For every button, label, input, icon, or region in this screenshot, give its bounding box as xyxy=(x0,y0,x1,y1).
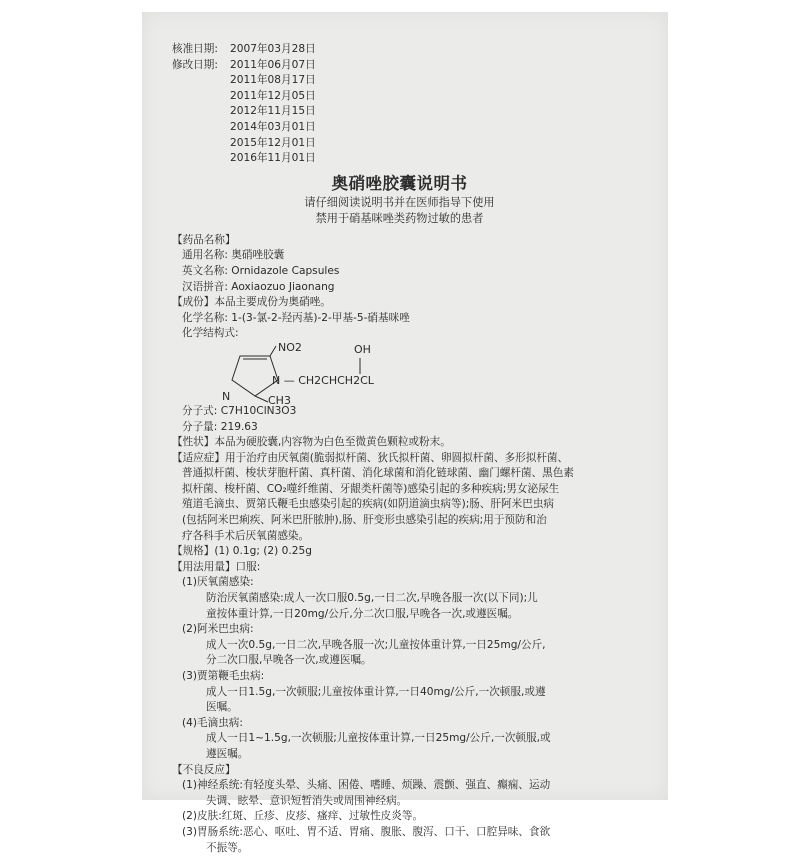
usage-item-title: (3)贾第鞭毛虫病: xyxy=(182,670,265,682)
structure-diagram xyxy=(220,342,520,404)
ch3-group: CH3 xyxy=(268,393,291,404)
revise-date: 2014年03月01日 xyxy=(230,120,316,133)
notice-line-1: 请仔细阅读说明书并在医师指导下使用 xyxy=(304,195,495,209)
date-block xyxy=(172,42,652,167)
composition-heading: 【成份】本品主要成份为奥硝唑。 xyxy=(172,296,331,309)
usage-item-line: 成人一日1.5g,一次顿服;儿童按体重计算,一日40mg/公斤,一次顿服,或遵 xyxy=(206,685,546,698)
usage-item-line: 成人一次0.5g,一日二次,早晚各服一次;儿童按体重计算,一日25mg/公斤, xyxy=(206,638,546,651)
usage-item-title: (2)阿米巴虫病: xyxy=(182,623,254,636)
usage-item-title: (1)厌氧菌感染: xyxy=(182,576,254,589)
oh-group: OH xyxy=(354,342,371,356)
adverse-heading: 【不良反应】 xyxy=(172,763,236,776)
composition-section xyxy=(172,295,652,435)
usage-item-line: 童按体重计算,一日20mg/公斤,分二次口服,早晚各一次,或遵医嘱。 xyxy=(206,607,519,620)
revise-date: 2016年11月01日 xyxy=(230,152,316,165)
no2-group: NO2 xyxy=(278,341,302,354)
leaflet-content xyxy=(172,42,652,856)
approve-label: 核准日期: xyxy=(172,43,218,55)
english-name: 英文名称: Ornidazole Capsules xyxy=(182,264,340,277)
revise-date: 2012年11月15日 xyxy=(230,105,316,118)
usage-item-line: 医嘱。 xyxy=(206,701,238,714)
pinyin-name: 汉语拼音: Aoxiaozuo Jiaonang xyxy=(182,280,335,293)
usage-item-line: 遵医嘱。 xyxy=(206,747,249,760)
ch3-bond xyxy=(255,396,268,402)
indications-section xyxy=(172,451,652,545)
indication-line: 疗各科手术后厌氧菌感染。 xyxy=(182,529,310,542)
indication-line: 普通拟杆菌、梭状芽胞杆菌、真杆菌、消化球菌和消化链球菌、幽门螺杆菌、黑色素 xyxy=(182,467,574,480)
usage-section xyxy=(172,560,652,763)
molecular-formula: 分子式: C7H10ClN3O3 xyxy=(182,404,297,417)
chemical-name: 化学名称: 1-(3-氯-2-羟丙基)-2-甲基-5-硝基咪唑 xyxy=(182,311,410,324)
ring-nitrogen: N xyxy=(222,389,231,403)
indication-line: 【适应症】用于治疗由厌氧菌(脆弱拟杆菌、狄氏拟杆菌、卵圆拟杆菌、多形拟杆菌、 xyxy=(172,451,569,464)
usage-item-line: 防治厌氧菌感染:成人一次口服0.5g,一日二次,早晚各服一次(以下同);儿 xyxy=(206,592,538,605)
usage-item-title: (4)毛滴虫病: xyxy=(182,716,243,729)
revise-date: 2011年08月17日 xyxy=(230,74,316,87)
spec-section: 【规格】(1) 0.1g; (2) 0.25g xyxy=(172,545,312,558)
adverse-section xyxy=(172,763,652,856)
properties-section: 【性状】本品为硬胶囊,内容物为白色至微黄色颗粒或粉末。 xyxy=(172,436,451,449)
revise-date: 2011年12月05日 xyxy=(230,89,316,102)
document-title: 奥硝唑胶囊说明书 xyxy=(331,173,468,193)
revise-date: 2011年06月07日 xyxy=(230,58,316,71)
adverse-line: (3)胃肠系统:恶心、呕吐、胃不适、胃痛、腹胀、腹泻、口干、口腔异味、食欲 xyxy=(182,825,551,838)
usage-heading: 【用法用量】口服: xyxy=(172,560,261,573)
revise-date: 2015年12月01日 xyxy=(230,136,316,149)
adverse-line: (2)皮肤:红斑、丘疹、皮疹、瘙痒、过敏性皮炎等。 xyxy=(182,810,424,823)
notice-line-2: 禁用于硝基咪唑类药物过敏的患者 xyxy=(315,211,484,225)
no2-bond xyxy=(270,346,276,356)
structure-label: 化学结构式: xyxy=(182,327,239,340)
usage-item-line: 成人一日1~1.5g,一次顿服;儿童按体重计算,一日25mg/公斤,一次顿服,或 xyxy=(206,732,551,745)
adverse-line: (1)神经系统:有轻度头晕、头痛、困倦、嗜睡、烦躁、震颤、强直、癫痫、运动 xyxy=(182,779,551,792)
adverse-line: 不振等。 xyxy=(206,841,249,854)
adverse-line: 失调、眩晕、意识短暂消失或周围神经病。 xyxy=(206,794,408,807)
side-chain: N — CH2CHCH2CL xyxy=(272,373,374,387)
indication-line: (包括阿米巴痢疾、阿米巴肝脓肿),肠、肝变形虫感染引起的疾病;用于预防和治 xyxy=(182,514,547,527)
drug-name-heading: 【药品名称】 xyxy=(172,233,236,246)
molecular-weight: 分子量: 219.63 xyxy=(182,420,258,433)
drug-name-section xyxy=(172,233,652,295)
indication-line: 殖道毛滴虫、贾第氏鞭毛虫感染引起的疾病(如阴道滴虫病等);肠、肝阿米巴虫病 xyxy=(182,498,555,511)
approve-date: 2007年03月28日 xyxy=(230,43,316,55)
revise-label: 修改日期: xyxy=(172,58,218,71)
indication-line: 拟杆菌、梭杆菌、CO₂噬纤维菌、牙龈类杆菌等)感染引起的多种疾病;男女泌尿生 xyxy=(182,482,560,495)
chemical-structure xyxy=(220,342,520,404)
generic-name: 通用名称: 奥硝唑胶囊 xyxy=(182,249,285,262)
usage-item-line: 分二次口服,早晚各一次,或遵医嘱。 xyxy=(206,654,372,667)
